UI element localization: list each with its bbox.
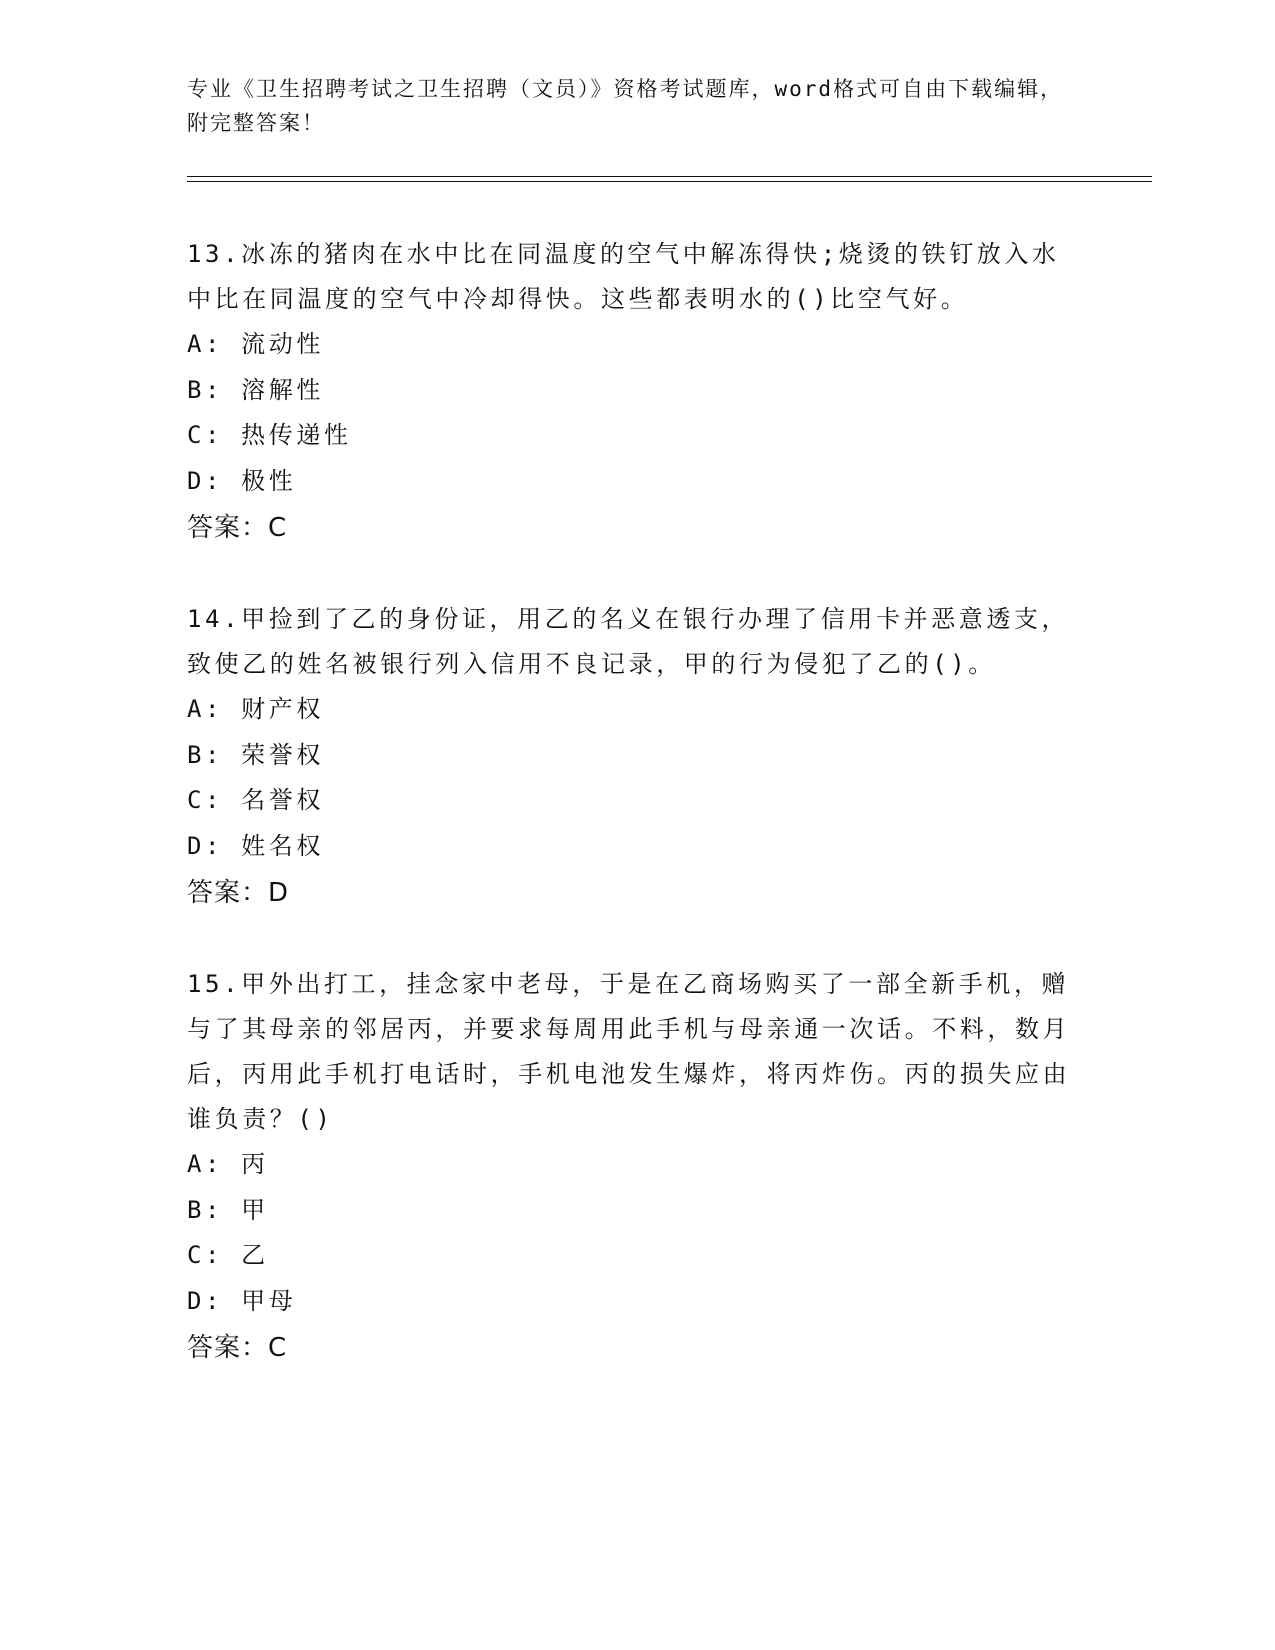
option-a: A: 流动性 (187, 330, 324, 358)
question-15 (187, 962, 1087, 1372)
option-c: C: 名誉权 (187, 786, 324, 814)
header-divider-top (187, 176, 1152, 177)
question-14 (187, 597, 1087, 917)
answer-line: 答案：D (187, 878, 290, 908)
option-c: C: 热传递性 (187, 421, 352, 449)
option-a: A: 丙 (187, 1150, 269, 1178)
answer-line: 答案：C (187, 1333, 288, 1363)
option-d: D: 甲母 (187, 1286, 297, 1315)
option-a: A: 财产权 (187, 695, 324, 723)
option-b: B: 甲 (187, 1195, 269, 1224)
question-13 (187, 232, 1087, 552)
option-c: C: 乙 (187, 1241, 269, 1269)
option-d: D: 姓名权 (187, 831, 324, 860)
document-header: 专业《卫生招聘考试之卫生招聘（文员）》资格考试题库，word格式可自由下载编辑，附完整答案！ (187, 77, 1064, 135)
header-divider-bottom (187, 181, 1152, 182)
question-stem: 14.甲捡到了乙的身份证，用乙的名义在银行办理了信用卡并恶意透支，致使乙的姓名被银行列入信用不良记录，甲的行为侵犯了乙的()。 (187, 605, 1070, 678)
option-d: D: 极性 (187, 466, 297, 495)
option-b: B: 溶解性 (187, 375, 324, 404)
question-stem: 13.冰冻的猪肉在水中比在同温度的空气中解冻得快;烧烫的铁钉放入水中比在同温度的空气中冷却得快。这些都表明水的()比空气好。 (187, 240, 1060, 313)
option-b: B: 荣誉权 (187, 740, 324, 769)
question-stem: 15.甲外出打工，挂念家中老母，于是在乙商场购买了一部全新手机，赠与了其母亲的邻居丙，并要求每周用此手机与母亲通一次话。不料，数月后，丙用此手机打电话时，手机电池发生爆炸，将丙炸伤。丙的损失应由谁负责？() (187, 970, 1071, 1133)
answer-line: 答案：C (187, 513, 288, 543)
